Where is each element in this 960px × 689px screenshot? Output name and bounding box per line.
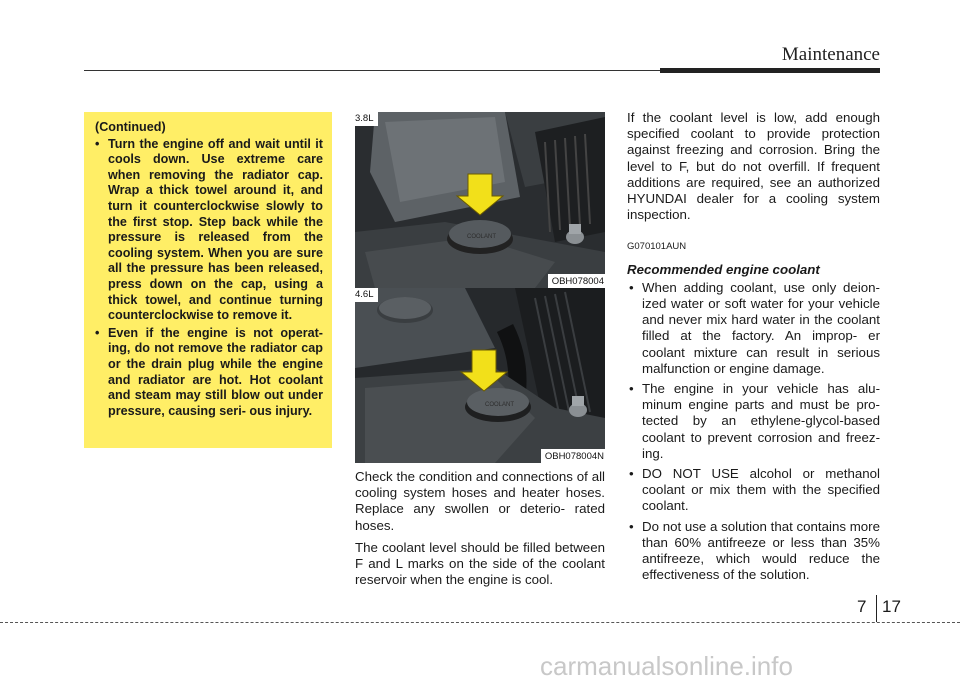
- paragraph: If the coolant level is low, add enough specified coolant to provide protection against freezing and corrosion. Bring the level to F, but do not overfill. If frequent additions are required, see an authorized HYUNDAI dealer for a cooling system inspection.: [627, 110, 880, 223]
- figure-code: OBH078004: [548, 274, 605, 288]
- chapter-number: 7: [857, 597, 867, 616]
- middle-column-text: [355, 469, 605, 594]
- list-item: • The engine in your vehicle has alu- minum engine parts and must be pro- tected by an ethylene-glycol-based coolant to prevent corrosion and freez- ing.: [627, 381, 880, 462]
- figure-4-6l-engine-bay: [355, 288, 605, 463]
- warning-box: [84, 112, 332, 448]
- engine-bay-photo-3-8l: [355, 112, 605, 288]
- header-rule-thin: [84, 70, 660, 71]
- paragraph: Check the condition and connections of all cooling system hoses and heater hoses. Replace any swollen or deterio- rated hoses.: [355, 469, 605, 533]
- figure-3-8l-engine-bay: [355, 112, 605, 288]
- warning-continued: (Continued): [95, 120, 166, 134]
- page-number: 17: [882, 597, 901, 616]
- warning-item: • Turn the engine off and wait until it cools down. Use extreme care when removing the radiator cap. Wrap a thick towel around it, and turn it counterclockwise slowly to the first stop. Step back while the pressure is released from the cooling system. When you are sure all the pressure has been released, press down on the cap, using a thick towel, and continue turning counterclockwise to remove it.: [93, 137, 323, 324]
- list-item: • Do not use a solution that contains more than 60% antifreeze or less than 35% antifreeze, which would reduce the effectiveness of the solution.: [627, 519, 880, 584]
- list-item: • DO NOT USE alcohol or methanol coolant or mix them with the specified coolant.: [627, 466, 880, 515]
- section-subheading: Recommended engine coolant: [627, 261, 820, 277]
- paragraph: The coolant level should be filled between F and L marks on the side of the coolant reservoir when the engine is cool.: [355, 539, 605, 588]
- page-number-separator: [876, 595, 877, 622]
- page-header-title: Maintenance: [781, 44, 880, 65]
- header-rule-thick: [660, 68, 880, 73]
- section-code: G070101AUN: [627, 241, 687, 253]
- coolant-list: [627, 280, 880, 584]
- figure-variant-label: 4.6L: [355, 288, 378, 302]
- watermark: carmanualsonline.info: [540, 651, 793, 681]
- figure-variant-label: 3.8L: [355, 112, 378, 126]
- warning-list: [93, 137, 323, 420]
- coolant-cap-text: COOLANT: [467, 234, 497, 240]
- footer-rule: [0, 622, 960, 623]
- right-column-text: [627, 110, 880, 587]
- list-item: • When adding coolant, use only deion- ized water or soft water for your vehicle and never mix hard water in the coolant filled at the factory. An improp- er coolant mixture can result in serious malfunction or engine damage.: [627, 280, 880, 377]
- coolant-cap-text: COOLANT: [485, 402, 515, 408]
- figure-code: OBH078004N: [541, 449, 605, 463]
- engine-bay-photo-4-6l: [355, 288, 605, 463]
- warning-item: • Even if the engine is not operat- ing, do not remove the radiator cap or the drain plug while the engine and radiator are hot. Hot coolant and steam may still blow out under pressure, causing seri- ous injury.: [93, 326, 323, 420]
